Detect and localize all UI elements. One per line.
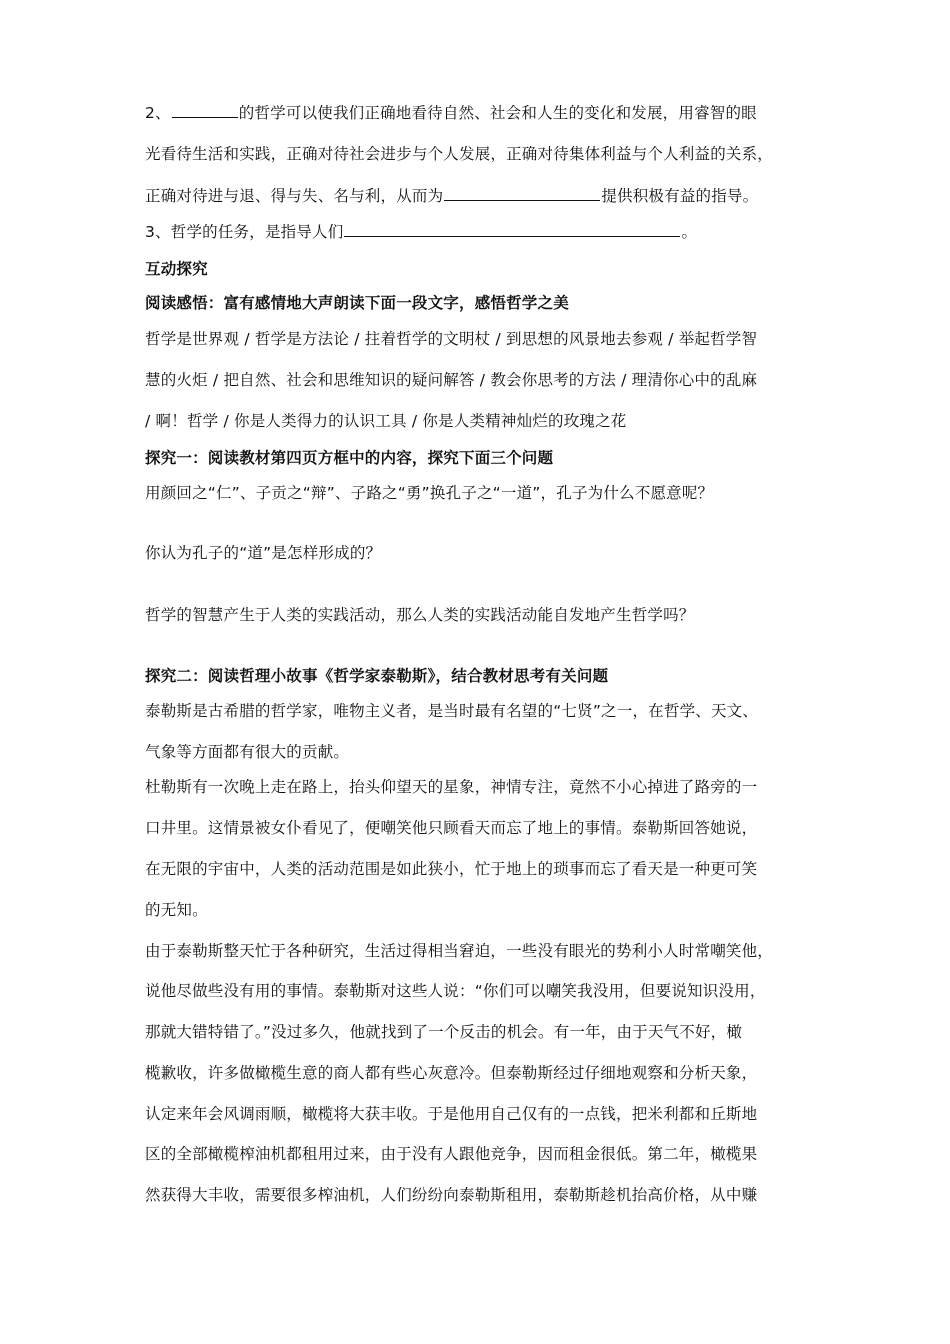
reading-line-1: 哲学是世界观 / 哲学是方法论 / 拄着哲学的文明杖 / 到思想的风景地去参观 / 举起哲学智 xyxy=(145,330,758,348)
fill-blank-1[interactable] xyxy=(172,101,238,118)
section-title: 互动探究 xyxy=(145,260,208,278)
question-3 xyxy=(145,220,825,243)
question-2-text-3a: 正确对待进与退、得与失、名与利，从而为 xyxy=(145,187,444,205)
question-2-line-3 xyxy=(145,184,825,207)
explore-2-heading: 探究二：阅读哲理小故事《哲学家泰勒斯》，结合教材思考有关问题 xyxy=(145,667,609,685)
story-line-5: 在无限的宇宙中，人类的活动范围是如此狭小，忙于地上的琐事而忘了看天是一种更可笑 xyxy=(145,860,758,878)
explore-1-question-3: 哲学的智慧产生于人类的实践活动，那么人类的实践活动能自发地产生哲学吗？ xyxy=(145,606,695,624)
question-2-line-1 xyxy=(145,101,825,124)
question-2-number: 2、 xyxy=(145,104,171,122)
story-line-4: 口井里。这情景被女仆看见了，便嘲笑他只顾看天而忘了地上的事情。泰勒斯回答她说， xyxy=(145,819,758,837)
story-line-6: 的无知。 xyxy=(145,901,208,919)
fill-blank-2[interactable] xyxy=(444,184,600,201)
story-line-1: 泰勒斯是古希腊的哲学家，唯物主义者，是当时最有名望的“七贤”之一，在哲学、天文、 xyxy=(145,702,759,720)
story-line-7: 由于泰勒斯整天忙于各种研究，生活过得相当窘迫，一些没有眼光的势利小人时常嘲笑他， xyxy=(145,942,774,960)
explore-1-question-1: 用颜回之“仁”、子贡之“辩”、子路之“勇”换孔子之“一道”，孔子为什么不愿意呢？ xyxy=(145,484,714,502)
story-line-13: 然获得大丰收，需要很多榨油机，人们纷纷向泰勒斯租用，泰勒斯趁机抬高价格，从中赚 xyxy=(145,1186,758,1204)
story-line-10: 榄歉收，许多做橄榄生意的商人都有些心灰意冷。但泰勒斯经过仔细地观察和分析天象， xyxy=(145,1064,758,1082)
story-line-3: 杜勒斯有一次晚上走在路上，抬头仰望天的星象，神情专注，竟然不小心掉进了路旁的一 xyxy=(145,778,758,796)
question-2-text-3b: 提供积极有益的指导。 xyxy=(601,187,759,205)
story-line-11: 认定来年会风调雨顺，橄榄将大获丰收。于是他用自己仅有的一点钱，把米利都和丘斯地 xyxy=(145,1105,758,1123)
story-line-9: 那就大错特错了。”没过多久，他就找到了一个反击的机会。有一年，由于天气不好，橄 xyxy=(145,1023,743,1041)
question-3-end: 。 xyxy=(681,223,698,241)
story-line-2: 气象等方面都有很大的贡献。 xyxy=(145,743,350,761)
explore-1-heading: 探究一：阅读教材第四页方框中的内容，探究下面三个问题 xyxy=(145,449,554,467)
question-2-line-2: 光看待生活和实践，正确对待社会进步与个人发展，正确对待集体利益与个人利益的关系， xyxy=(145,145,774,163)
question-3-text: 3、哲学的任务，是指导人们 xyxy=(145,223,344,241)
story-line-8: 说他尽做些没有用的事情。泰勒斯对这些人说：“你们可以嘲笑我没用，但要说知识没用， xyxy=(145,982,766,1000)
reading-heading: 阅读感悟：富有感情地大声朗读下面一段文字，感悟哲学之美 xyxy=(145,294,569,312)
explore-1-question-2: 你认为孔子的“道”是怎样形成的？ xyxy=(145,544,382,562)
reading-line-2: 慧的火炬 / 把自然、社会和思维知识的疑问解答 / 教会你思考的方法 / 理清你心中的乱麻 xyxy=(145,371,758,389)
reading-line-3: / 啊！哲学 / 你是人类得力的认识工具 / 你是人类精神灿烂的玫瑰之花 xyxy=(145,412,627,430)
story-line-12: 区的全部橄榄榨油机都租用过来，由于没有人跟他竞争，因而租金很低。第二年，橄榄果 xyxy=(145,1145,758,1163)
fill-blank-3[interactable] xyxy=(344,220,680,237)
question-2-text-1: 的哲学可以使我们正确地看待自然、社会和人生的变化和发展，用睿智的眼 xyxy=(238,104,757,122)
